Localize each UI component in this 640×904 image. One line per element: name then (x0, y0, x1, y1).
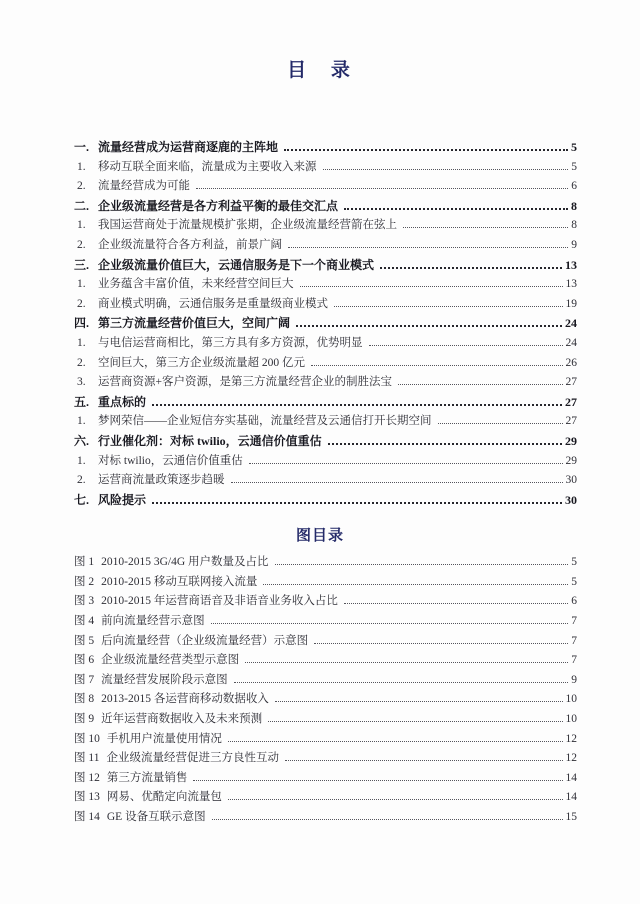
entry-title: 重点标的 (98, 394, 147, 409)
figure-title: 流量经营发展阶段示意图 (101, 673, 228, 686)
toc-entry (74, 197, 577, 217)
figure-label: 图 7 (74, 673, 95, 686)
dot-leader (288, 247, 568, 248)
page-number: 8 (571, 198, 577, 213)
page-number: 29 (565, 433, 577, 448)
page-number: 9 (571, 673, 577, 686)
entry-label: 1. (77, 160, 86, 173)
figure-label: 图 1 (74, 556, 95, 569)
figure-title: 企业级流量经营促进三方良性互动 (106, 752, 279, 765)
toc-entry (74, 373, 577, 393)
dot-leader (196, 188, 568, 189)
page-number: 26 (565, 356, 577, 369)
entry-label: 2. (77, 474, 86, 487)
figure-entry (74, 788, 577, 808)
dot-leader (344, 208, 568, 210)
dot-leader (369, 345, 563, 346)
entry-label: 2. (77, 356, 86, 369)
figures-title: 图目录 (295, 528, 344, 545)
page-number: 29 (565, 454, 577, 467)
page-number: 13 (565, 278, 577, 291)
entry-label: 1. (77, 278, 86, 291)
entry-label: 1. (77, 415, 86, 428)
page-number: 15 (565, 811, 577, 823)
page-number: 7 (571, 634, 577, 647)
dot-leader (275, 701, 563, 702)
figure-title: 2010-2015 移动互联网接入流量 (101, 575, 258, 588)
entry-title: 空间巨大，第三方企业级流量超 200 亿元 (98, 356, 305, 369)
page-number: 27 (565, 415, 577, 428)
entry-title: 商业模式明确，云通信服务是重量级商业模式 (98, 297, 328, 310)
entry-label: 六. (74, 433, 90, 448)
dot-leader (152, 404, 562, 406)
page-number: 27 (565, 394, 577, 409)
figure-entry (74, 671, 577, 691)
figure-title: 近年运营商数据收入及未来预测 (101, 713, 263, 726)
toc-list (0, 138, 640, 510)
dot-leader (438, 423, 563, 424)
page-number: 6 (571, 180, 577, 193)
figure-label: 图 11 (74, 752, 100, 765)
page-number: 9 (571, 238, 577, 251)
figure-label: 图 12 (74, 771, 100, 784)
entry-title: 与电信运营商相比，第三方具有多方资源，优势明显 (98, 336, 363, 349)
figure-entry (74, 808, 577, 828)
toc-entry (74, 334, 577, 354)
entry-label: 五. (74, 394, 90, 409)
page-number: 13 (565, 257, 577, 272)
figure-label: 图 8 (74, 693, 95, 706)
figure-entry (74, 651, 577, 671)
figure-entry (74, 632, 577, 652)
toc-entry (74, 412, 577, 432)
entry-title: 移动互联全面来临，流量成为主要收入来源 (98, 160, 317, 173)
page-number: 7 (571, 615, 577, 628)
page-number: 12 (565, 752, 577, 765)
figure-title: 2010-2015 年运营商语音及非语音业务收入占比 (101, 595, 338, 608)
figure-entry (74, 573, 577, 593)
entry-label: 七. (74, 492, 90, 507)
entry-title: 梦网荣信——企业短信夯实基础，流量经营及云通信打开长期空间 (98, 415, 432, 428)
dot-leader (323, 169, 569, 170)
toc-entry (74, 216, 577, 236)
toc-entry (74, 393, 577, 413)
dot-leader (228, 741, 563, 742)
page-number: 19 (565, 297, 577, 310)
entry-label: 1. (77, 454, 86, 467)
toc-entry (74, 314, 577, 334)
entry-title: 企业级流量价值巨大，云通信服务是下一个商业模式 (98, 257, 375, 272)
dot-leader (403, 227, 568, 228)
figure-label: 图 4 (74, 615, 95, 628)
entry-title: 对标 twilio，云通信价值重估 (98, 454, 243, 467)
dot-leader (263, 584, 568, 585)
entry-label: 2. (77, 238, 86, 251)
figure-title: 2010-2015 3G/4G 用户数量及占比 (101, 556, 269, 569)
toc-entry (74, 236, 577, 256)
entry-title: 行业催化剂：对标 twilio，云通信价值重估 (98, 433, 322, 448)
dot-leader (285, 760, 563, 761)
entry-label: 3. (77, 376, 86, 389)
dot-leader (249, 463, 563, 464)
dot-leader (296, 325, 562, 327)
figure-label: 图 14 (74, 811, 100, 823)
entry-title: 企业级流量符合各方利益，前景广阔 (98, 238, 282, 251)
entry-title: 流量经营成为运营商逐鹿的主阵地 (98, 140, 279, 154)
entry-label: 四. (74, 316, 90, 331)
page-number: 10 (565, 713, 577, 726)
figure-entry (74, 749, 577, 769)
dot-leader (231, 482, 563, 483)
dot-leader (334, 306, 563, 307)
entry-title: 业务蕴含丰富价值，未来经营空间巨大 (98, 278, 294, 291)
figure-list (0, 553, 640, 827)
figure-entry (74, 553, 577, 573)
page-number: 5 (571, 575, 577, 588)
figure-entry (74, 592, 577, 612)
figure-entry (74, 769, 577, 789)
figure-label: 图 6 (74, 654, 95, 667)
dot-leader (275, 564, 569, 565)
entry-title: 企业级流量经营是各方利益平衡的最佳交汇点 (98, 198, 339, 213)
dot-leader (284, 149, 568, 151)
page-number: 27 (565, 376, 577, 389)
toc-entry (74, 491, 577, 511)
toc-title: 目 录 (287, 60, 353, 81)
dot-leader (228, 799, 563, 800)
figure-title: 前向流量经营示意图 (101, 615, 205, 628)
entry-label: 2. (77, 297, 86, 310)
figure-entry (74, 710, 577, 730)
page-number: 14 (565, 771, 577, 784)
dot-leader (211, 623, 569, 624)
toc-entry (74, 275, 577, 295)
dot-leader (344, 603, 568, 604)
toc-entry (74, 295, 577, 315)
figure-entry (74, 690, 577, 710)
toc-entry (74, 471, 577, 491)
dot-leader (380, 267, 562, 269)
page-number: 30 (565, 474, 577, 487)
dot-leader (245, 662, 568, 663)
entry-title: 运营商流量政策逐步趋暖 (98, 474, 225, 487)
entry-title: 运营商资源+客户资源，是第三方流量经营企业的制胜法宝 (98, 376, 392, 389)
dot-leader (398, 384, 563, 385)
figure-title: 企业级流量经营类型示意图 (101, 654, 240, 667)
toc-entry (74, 256, 577, 276)
dot-leader (234, 682, 569, 683)
figure-label: 图 2 (74, 575, 95, 588)
toc-entry (74, 452, 577, 472)
page-number: 6 (571, 595, 577, 608)
figure-label: 图 10 (74, 732, 100, 745)
dot-leader (300, 286, 563, 287)
figure-title: 第三方流量销售 (106, 771, 188, 784)
figure-label: 图 9 (74, 713, 95, 726)
toc-entry (74, 158, 577, 178)
figure-title: GE 设备互联示意图 (106, 811, 206, 823)
page-number: 24 (565, 336, 577, 349)
dot-leader (268, 721, 562, 722)
page-number: 24 (565, 316, 577, 331)
page-number: 5 (571, 160, 577, 173)
entry-label: 一. (74, 140, 90, 154)
page-number: 14 (565, 791, 577, 804)
entry-title: 风险提示 (98, 492, 147, 507)
page-number: 5 (571, 556, 577, 569)
entry-label: 三. (74, 257, 90, 272)
figure-title: 后向流量经营（企业级流量经营）示意图 (101, 634, 309, 647)
figure-label: 图 13 (74, 791, 100, 804)
dot-leader (328, 443, 562, 445)
dot-leader (152, 502, 562, 504)
dot-leader (314, 643, 568, 644)
dot-leader (212, 819, 563, 820)
toc-entry (74, 138, 577, 158)
figure-label: 图 5 (74, 634, 95, 647)
page-number: 30 (565, 492, 577, 507)
figure-entry (74, 612, 577, 632)
figure-entry (74, 730, 577, 750)
entry-label: 1. (77, 219, 86, 232)
page-number: 8 (571, 219, 577, 232)
entry-title: 流量经营成为可能 (98, 180, 190, 193)
entry-label: 二. (74, 198, 90, 213)
page-number: 10 (565, 693, 577, 706)
page-number: 7 (571, 654, 577, 667)
toc-entry (74, 354, 577, 374)
dot-leader (193, 780, 562, 781)
figure-title: 2013-2015 各运营商移动数据收入 (101, 693, 269, 706)
dot-leader (311, 365, 563, 366)
toc-entry (74, 177, 577, 197)
entry-label: 2. (77, 180, 86, 193)
page-number: 12 (565, 732, 577, 745)
figure-title: 手机用户流量使用情况 (106, 732, 222, 745)
entry-title: 我国运营商处于流量规模扩张期，企业级流量经营箭在弦上 (98, 219, 397, 232)
page-number: 5 (571, 140, 577, 154)
figure-title: 网易、优酷定向流量包 (106, 791, 222, 804)
toc-entry (74, 432, 577, 452)
entry-label: 1. (77, 336, 86, 349)
entry-title: 第三方流量经营价值巨大，空间广阔 (98, 316, 291, 331)
figure-label: 图 3 (74, 595, 95, 608)
